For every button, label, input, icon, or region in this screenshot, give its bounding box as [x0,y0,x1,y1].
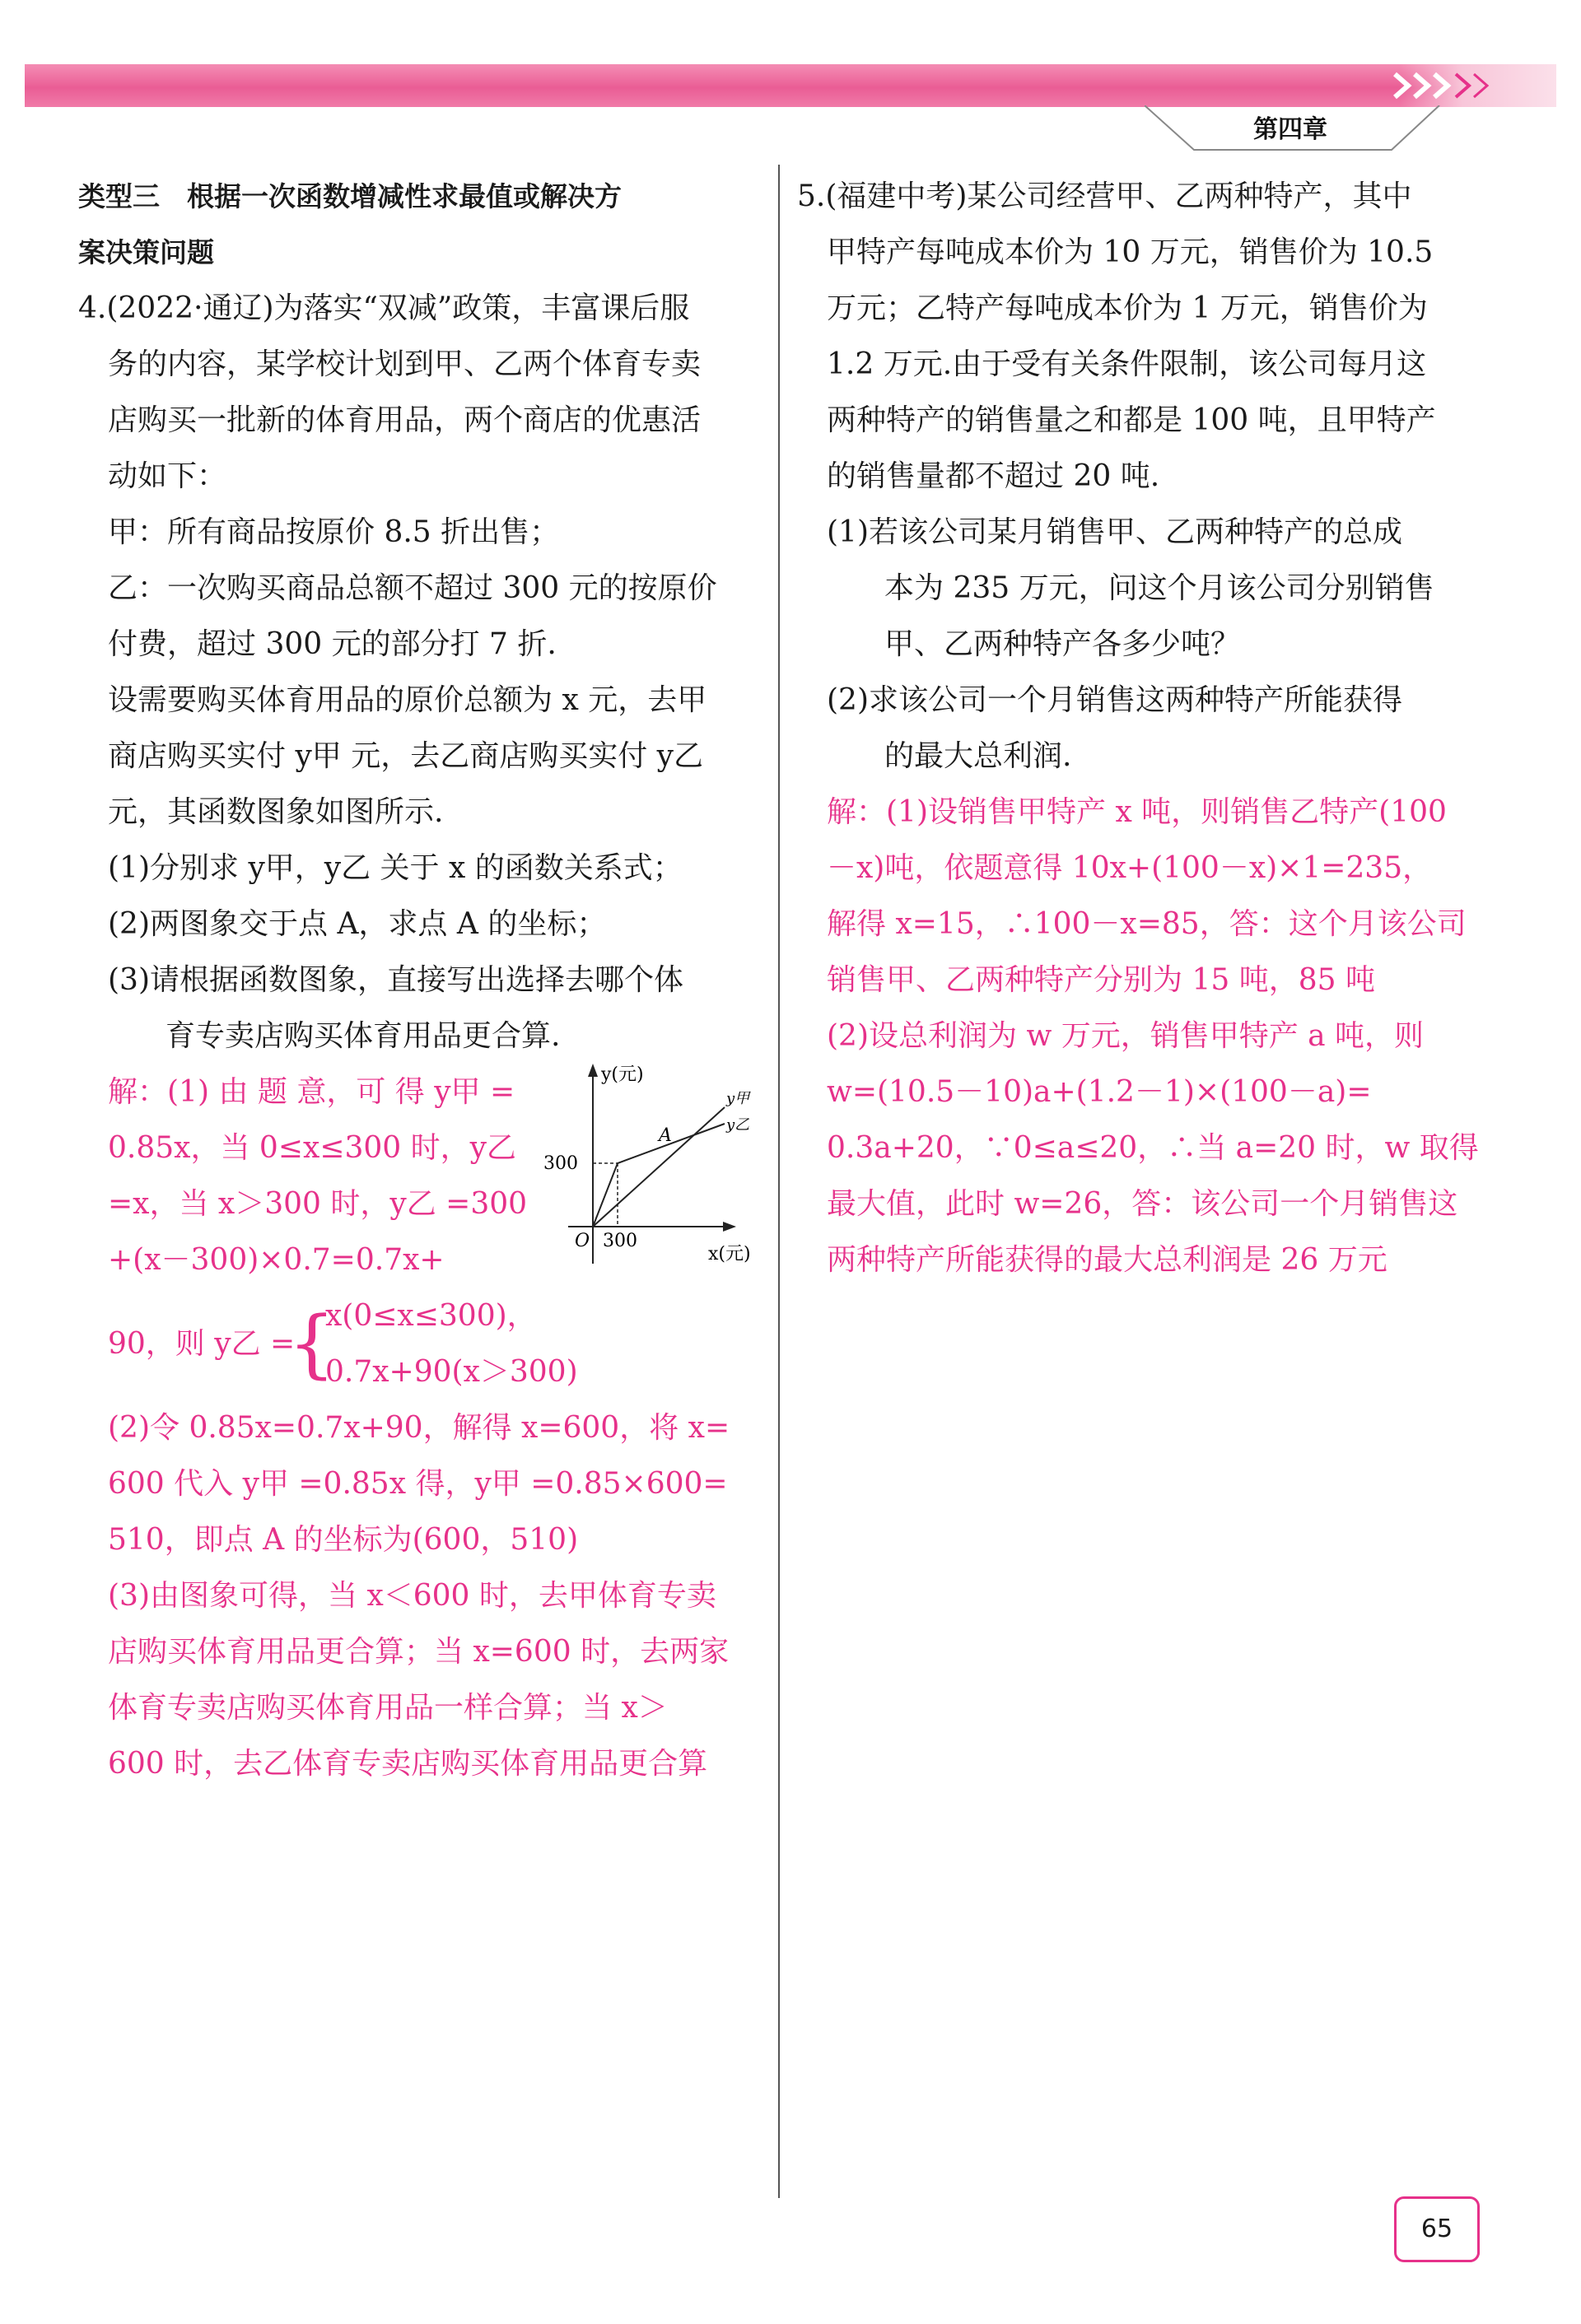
column-divider [778,165,780,2198]
q4-offer-b: 付费，超过 300 元的部分打 7 折. [108,627,557,661]
q4-stem: 动如下： [108,459,227,493]
y-axis-arrow-icon [588,1064,598,1077]
q4-solution-line: +(x－300)×0.7=0.7x+ [108,1243,445,1277]
line-y-jia-label: y甲 [726,1090,750,1107]
left-column [78,169,766,1792]
q5-solution-line: 解得 x=15，∴100－x=85，答：这个月该公司 [827,907,1467,941]
q5-subquestion-1: 甲、乙两种特产各多少吨？ [884,627,1241,661]
q4-solution-line: (3)由图象可得，当 x＜600 时，去甲体育专卖 [108,1579,716,1613]
x-axis-label: x(元) [708,1244,751,1264]
q4-solution-line: 600 时，去乙体育专卖店购买体育用品更合算 [108,1747,708,1781]
q5-solution-line: 最大值，此时 w=26，答：该公司一个月销售这 [827,1187,1458,1221]
chapter-title: 第四章 [1253,115,1327,144]
q5-solution-line: 0.3a+20，∵0≤a≤20，∴当 a=20 时，w 取得 [827,1131,1479,1165]
brace-icon: { [288,1301,336,1387]
page-number: 65 [1394,2196,1480,2262]
q4-stem: 设需要购买体育用品的原价总额为 x 元，去甲 [108,683,707,717]
piecewise-prefix: 90，则 y乙 = [108,1327,296,1361]
q4-piecewise [78,1288,766,1400]
q4-offer-a: 甲：所有商品按原价 8.5 折出售； [108,515,560,549]
q5-stem: 5.(福建中考)某公司经营甲、乙两种特产，其中 [797,179,1412,213]
piecewise-case-2: 0.7x+90(x＞300) [325,1355,578,1389]
y-axis-label: y(元) [601,1064,644,1085]
q5-subquestion-1: 本为 235 万元，问这个月该公司分别销售 [884,571,1434,605]
q5-subquestion-2: (2)求该公司一个月销售这两种特产所能获得 [827,683,1402,717]
q4-stem: 商店购买实付 y甲 元，去乙商店购买实付 y乙 [108,739,704,773]
q4-stem: 店购买一批新的体育用品，两个商店的优惠活 [108,403,702,437]
q5-solution-line: －x)吨，依题意得 10x+(100－x)×1=235， [827,851,1433,885]
q5-subquestion-2: 的最大总利润. [884,739,1072,773]
q5-solution-line: (2)设总利润为 w 万元，销售甲特产 a 吨，则 [827,1019,1425,1053]
q4-solution-line: =x，当 x＞300 时，y乙 =300 [108,1187,528,1221]
q4-subquestion-2: (2)两图象交于点 A，求点 A 的坐标； [108,907,607,941]
q5-stem: 万元；乙特产每吨成本价为 1 万元，销售价为 [827,291,1428,325]
q4-stem: 4.(2022·通辽)为落实“双减”政策，丰富课后服 [78,291,690,325]
type-heading: 类型三 根据一次函数增减性求最值或解决方 [78,180,622,212]
q5-stem: 的销售量都不超过 20 吨. [827,459,1160,493]
q4-stem: 元，其函数图象如图所示. [108,795,444,829]
origin-label: O [575,1231,590,1251]
q4-solution-line: 店购买体育用品更合算；当 x=600 时，去两家 [108,1635,730,1669]
q4-solution-line: 解：(1) 由 题 意，可 得 y甲 = [108,1075,515,1109]
q5-stem: 甲特产每吨成本价为 10 万元，销售价为 10.5 [827,235,1434,269]
x-axis-arrow-icon [723,1222,736,1232]
q4-subquestion-1: (1)分别求 y甲，y乙 关于 x 的函数关系式； [108,851,683,885]
q5-solution-line: 两种特产所能获得的最大总利润是 26 万元 [827,1243,1387,1277]
q4-solution-line: 600 代入 y甲 =0.85x 得，y甲 =0.85×600= [108,1467,728,1501]
point-a-label: A [659,1125,672,1146]
q5-solution-line: w=(10.5－10)a+(1.2－1)×(100－a)= [827,1075,1372,1109]
type-heading-cont: 案决策问题 [78,236,214,268]
q4-solution-line: 0.85x，当 0≤x≤300 时，y乙 [108,1131,516,1165]
function-graph [543,1062,766,1276]
q5-stem: 1.2 万元.由于受有关条件限制，该公司每月这 [827,347,1427,381]
header-band [25,64,1507,107]
x-tick-label: 300 [603,1231,637,1251]
q4-solution-line: (2)令 0.85x=0.7x+90，解得 x=600，将 x= [108,1411,730,1445]
q4-subquestion-3: 育专卖店购买体育用品更合算. [166,1019,561,1053]
y-tick-label: 300 [543,1153,578,1174]
q4-offer-b: 乙：一次购买商品总额不超过 300 元的按原价 [108,571,717,605]
q4-stem: 务的内容，某学校计划到甲、乙两个体育专卖 [108,347,702,381]
q4-solution-line: 体育专卖店购买体育用品一样合算；当 x＞ [108,1691,668,1725]
right-column [797,169,1485,1288]
line-y-yi-label: y乙 [726,1116,750,1134]
chevron-arrows-icon [1392,71,1507,100]
q5-subquestion-1: (1)若该公司某月销售甲、乙两种特产的总成 [827,515,1402,549]
q5-solution-line: 销售甲、乙两种特产分别为 15 吨，85 吨 [827,963,1375,997]
q5-stem: 两种特产的销售量之和都是 100 吨，且甲特产 [827,403,1436,437]
q4-subquestion-3: (3)请根据函数图象，直接写出选择去哪个体 [108,963,683,997]
piecewise-case-1: x(0≤x≤300)， [325,1299,537,1333]
q5-solution-line: 解：(1)设销售甲特产 x 吨，则销售乙特产(100 [827,795,1447,829]
q4-solution-line: 510，即点 A 的坐标为(600，510) [108,1523,579,1557]
